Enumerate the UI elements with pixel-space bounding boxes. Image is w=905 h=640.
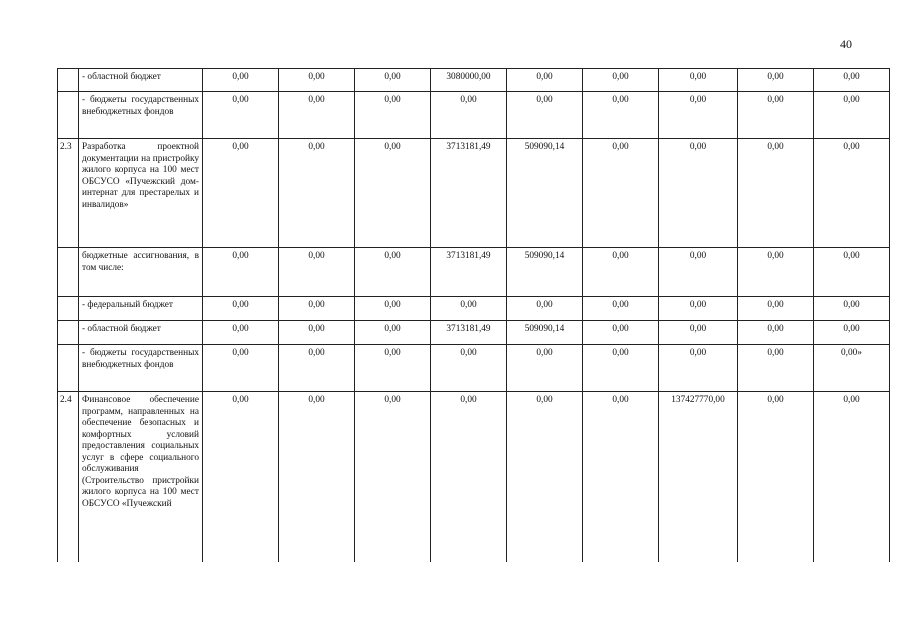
row-index	[58, 297, 79, 321]
value-cell: 0,00	[431, 92, 507, 139]
value-cell: 0,00	[583, 69, 659, 92]
value-cell: 0,00	[203, 392, 279, 562]
value-cell: 0,00	[583, 248, 659, 297]
row-description: Финансовое обеспечение программ, направленных на обеспечение безопасных и комфортных условий предоставления социальных услуг в сфере социального обслуживания (Строительство пристройки жилого корпуса на 100 мест ОБСУСО «Пучежский	[79, 392, 203, 562]
value-cell: 0,00	[738, 297, 814, 321]
value-cell: 509090,14	[507, 248, 583, 297]
row-description: бюджетные ассигнования, в том числе:	[79, 248, 203, 297]
value-cell: 0,00	[355, 248, 431, 297]
value-cell: 0,00	[203, 345, 279, 392]
value-cell: 0,00	[355, 69, 431, 92]
value-cell: 0,00	[583, 139, 659, 248]
table-row	[58, 321, 890, 345]
value-cell: 0,00	[279, 392, 355, 562]
table-row	[58, 392, 890, 562]
row-index	[58, 92, 79, 139]
value-cell: 0,00	[583, 321, 659, 345]
row-description: - областной бюджет	[79, 69, 203, 92]
value-cell: 0,00	[738, 345, 814, 392]
row-index	[58, 321, 79, 345]
table-row	[58, 248, 890, 297]
value-cell: 0,00	[203, 248, 279, 297]
table-row	[58, 69, 890, 92]
value-cell: 0,00	[279, 345, 355, 392]
value-cell: 0,00	[814, 297, 890, 321]
value-cell: 0,00	[507, 92, 583, 139]
value-cell: 0,00	[279, 69, 355, 92]
row-index	[58, 248, 79, 297]
value-cell: 0,00	[355, 297, 431, 321]
value-cell: 0,00	[431, 297, 507, 321]
value-cell: 0,00	[355, 321, 431, 345]
value-cell: 0,00	[659, 297, 738, 321]
row-index: 2.4	[58, 392, 79, 562]
value-cell: 0,00	[738, 139, 814, 248]
value-cell: 137427770,00	[659, 392, 738, 562]
row-index: 2.3	[58, 139, 79, 248]
value-cell: 0,00	[814, 69, 890, 92]
value-cell: 0,00	[507, 297, 583, 321]
table-body	[58, 69, 890, 562]
value-cell: 0,00	[583, 345, 659, 392]
value-cell: 0,00	[583, 92, 659, 139]
value-cell: 3713181,49	[431, 248, 507, 297]
value-cell: 0,00	[814, 92, 890, 139]
value-cell: 0,00	[814, 321, 890, 345]
value-cell: 0,00	[507, 345, 583, 392]
value-cell: 0,00	[355, 392, 431, 562]
row-index	[58, 69, 79, 92]
value-cell: 0,00	[431, 345, 507, 392]
value-cell: 0,00	[203, 297, 279, 321]
value-cell: 0,00	[279, 297, 355, 321]
value-cell: 0,00	[203, 69, 279, 92]
value-cell: 0,00	[659, 69, 738, 92]
value-cell: 0,00	[659, 321, 738, 345]
value-cell: 509090,14	[507, 139, 583, 248]
value-cell: 3713181,49	[431, 139, 507, 248]
value-cell: 0,00	[507, 69, 583, 92]
value-cell: 0,00	[279, 139, 355, 248]
value-cell: 0,00	[355, 92, 431, 139]
value-cell: 0,00	[203, 139, 279, 248]
row-description: Разработка проектной документации на пристройку жилого корпуса на 100 мест ОБСУСО «Пучежский дом-интернат для престарелых и инвалидов»	[79, 139, 203, 248]
row-description: - бюджеты государственных внебюджетных фондов	[79, 92, 203, 139]
value-cell: 0,00	[203, 321, 279, 345]
value-cell: 0,00	[203, 92, 279, 139]
value-cell: 0,00	[814, 248, 890, 297]
value-cell: 0,00	[431, 392, 507, 562]
budget-table	[57, 68, 890, 562]
row-index	[58, 345, 79, 392]
value-cell: 0,00	[355, 345, 431, 392]
value-cell: 0,00	[814, 139, 890, 248]
row-description: - областной бюджет	[79, 321, 203, 345]
page-number: 40	[840, 37, 852, 51]
value-cell: 0,00	[738, 321, 814, 345]
table-row	[58, 139, 890, 248]
table-row	[58, 92, 890, 139]
value-cell: 509090,14	[507, 321, 583, 345]
value-cell: 0,00	[279, 92, 355, 139]
value-cell: 3080000,00	[431, 69, 507, 92]
value-cell: 0,00	[738, 248, 814, 297]
value-cell: 0,00	[814, 392, 890, 562]
value-cell: 0,00	[738, 392, 814, 562]
value-cell: 0,00	[583, 392, 659, 562]
value-cell: 0,00	[279, 321, 355, 345]
table-row	[58, 297, 890, 321]
value-cell: 0,00	[355, 139, 431, 248]
value-cell: 0,00	[659, 248, 738, 297]
value-cell: 0,00	[659, 345, 738, 392]
row-description: - федеральный бюджет	[79, 297, 203, 321]
row-description: - бюджеты государственных внебюджетных фондов	[79, 345, 203, 392]
value-cell: 0,00	[659, 92, 738, 139]
value-cell: 0,00	[507, 392, 583, 562]
value-cell: 0,00	[738, 69, 814, 92]
value-cell: 0,00	[279, 248, 355, 297]
value-cell: 3713181,49	[431, 321, 507, 345]
value-cell: 0,00	[738, 92, 814, 139]
value-cell: 0,00	[583, 297, 659, 321]
value-cell: 0,00»	[814, 345, 890, 392]
value-cell: 0,00	[659, 139, 738, 248]
table-row	[58, 345, 890, 392]
